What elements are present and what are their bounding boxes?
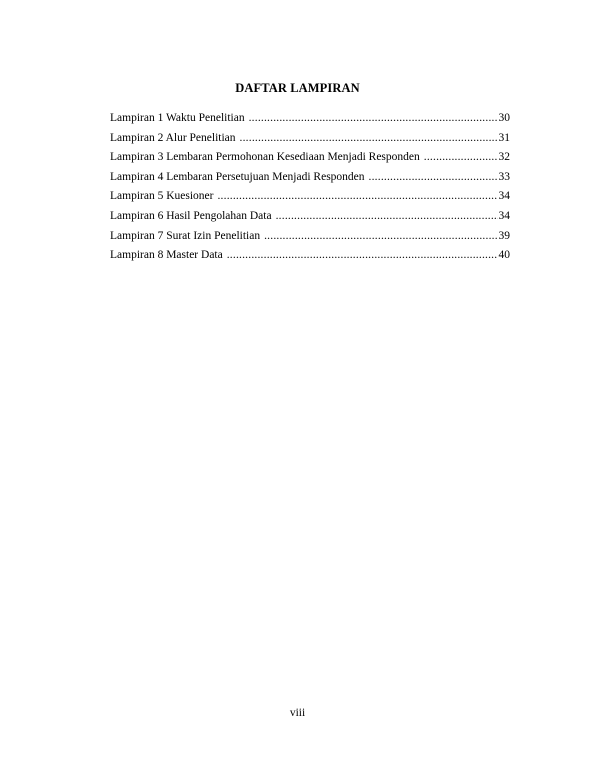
appendix-entry[interactable]	[110, 112, 510, 132]
appendix-entry-label: Lampiran 5 Kuesioner	[110, 190, 214, 203]
appendix-entry[interactable]	[110, 190, 510, 210]
appendix-entry[interactable]	[110, 151, 510, 171]
dot-leader	[240, 132, 498, 144]
appendix-entry-label: Lampiran 1 Waktu Penelitian	[110, 112, 245, 124]
appendix-entry-label: Lampiran 8 Master Data	[110, 249, 223, 262]
dot-leader	[249, 112, 498, 124]
appendix-entry-label: Lampiran 4 Lembaran Persetujuan Menjadi Responden	[110, 170, 365, 183]
appendix-entry[interactable]	[110, 249, 510, 269]
dot-leader	[217, 190, 497, 202]
appendix-entry-label: Lampiran 6 Hasil Pengolahan Data	[110, 209, 272, 222]
appendix-entry-page: 34	[498, 209, 510, 222]
appendix-entry[interactable]	[110, 132, 510, 152]
dot-leader	[264, 230, 497, 242]
appendix-entry-page: 31	[498, 131, 510, 144]
appendix-entry-page: 30	[498, 112, 510, 124]
appendix-list	[110, 112, 510, 269]
page-title: DAFTAR LAMPIRAN	[235, 81, 360, 95]
appendix-entry-page: 32	[498, 151, 510, 164]
dot-leader	[369, 171, 498, 183]
appendix-entry-label: Lampiran 2 Alur Penelitian	[110, 131, 236, 144]
dot-leader	[227, 249, 498, 261]
appendix-entry-label: Lampiran 7 Surat Izin Penelitian	[110, 229, 261, 242]
appendix-entry[interactable]	[110, 210, 510, 230]
page-number: viii	[289, 707, 306, 719]
dot-leader	[276, 210, 498, 222]
appendix-entry[interactable]	[110, 230, 510, 250]
appendix-entry[interactable]	[110, 171, 510, 191]
appendix-entry-page: 33	[498, 170, 510, 183]
appendix-entry-page: 40	[498, 249, 510, 262]
appendix-entry-page: 34	[498, 190, 510, 203]
appendix-entry-label: Lampiran 3 Lembaran Permohonan Kesediaan Menjadi Responden	[110, 151, 420, 164]
dot-leader	[424, 151, 498, 163]
appendix-entry-page: 39	[498, 229, 510, 242]
